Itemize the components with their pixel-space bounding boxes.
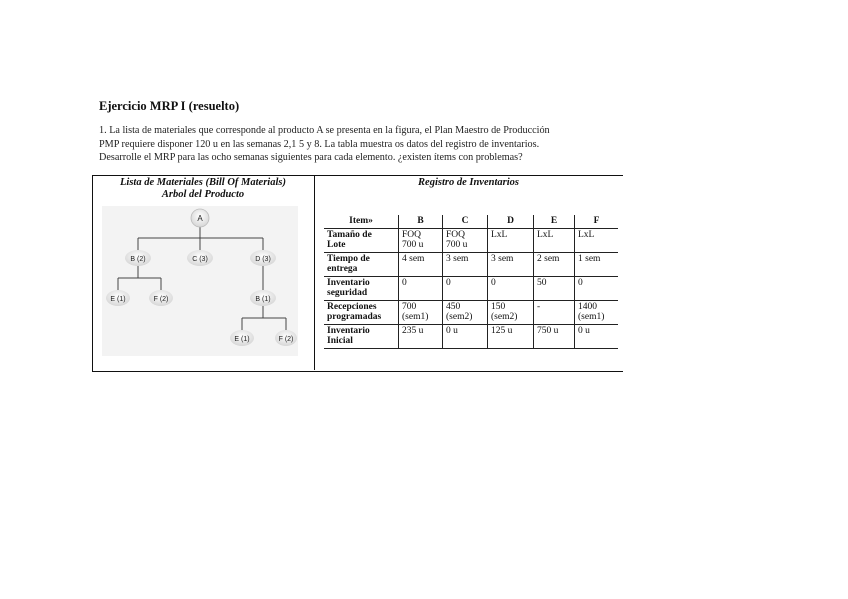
bom-heading — [92, 177, 314, 201]
table-cell — [443, 228, 488, 252]
header-c: C — [443, 215, 488, 228]
cell-line: (sem1) — [578, 312, 605, 322]
row-label-safety-stock — [324, 276, 399, 300]
table-cell — [534, 276, 575, 300]
header-f: F — [575, 215, 619, 228]
tree-node-b2 — [125, 250, 151, 266]
table-cell — [488, 324, 534, 348]
cell-line: 450 — [446, 301, 461, 312]
row-label-line: Recepciones — [327, 301, 377, 312]
tree-node-f2-left — [149, 290, 173, 306]
product-tree — [102, 206, 298, 356]
tree-node-e1-left — [106, 290, 130, 306]
table-cell — [488, 228, 534, 252]
cell-line: 0 — [491, 277, 496, 288]
cell-line: LxL — [578, 229, 595, 240]
table-cell — [575, 276, 619, 300]
table-cell — [534, 252, 575, 276]
tree-node-c3-label: C (3) — [192, 256, 208, 263]
row-label-line: Tiempo de — [327, 253, 370, 264]
tree-node-d3-label: D (3) — [255, 256, 271, 263]
row-label-lead-time — [324, 252, 399, 276]
row-label-line: Lote — [327, 240, 346, 250]
tree-node-a — [191, 209, 209, 227]
row-label-line: Tamaño de — [327, 229, 372, 240]
inventory-header-row — [324, 215, 618, 228]
cell-line: 4 sem — [402, 253, 425, 264]
tree-node-a-label: A — [197, 214, 203, 223]
row-label-line: seguridad — [327, 288, 368, 298]
tree-node-b2-label: B (2) — [130, 256, 146, 263]
tree-node-b1-label: B (1) — [255, 296, 271, 303]
table-row — [324, 252, 618, 276]
cell-line: (sem2) — [446, 312, 473, 322]
cell-line: 125 u — [491, 325, 513, 336]
table-row — [324, 300, 618, 324]
row-label-line: Inventario — [327, 325, 370, 336]
tree-node-e1-bottom — [230, 330, 254, 346]
row-label-line: Inventario — [327, 277, 370, 288]
table-cell — [575, 252, 619, 276]
cell-line: 3 sem — [446, 253, 469, 264]
bom-heading-line-2: Arbol del Producto — [161, 189, 245, 200]
product-tree-diagram — [102, 206, 298, 356]
statement-line-2: PMP requiere disponer 120 u en las semanas 2,1 5 y 8. La tabla muestra os datos del registro de inventarios. — [99, 138, 540, 150]
tree-node-b1 — [250, 290, 276, 306]
table-cell — [443, 300, 488, 324]
table-cell — [443, 276, 488, 300]
inventory-heading: Registro de Inventarios — [418, 177, 519, 188]
table-cell — [575, 324, 619, 348]
table-cell — [534, 324, 575, 348]
header-item: Item» — [349, 216, 373, 226]
header-d: D — [488, 215, 534, 228]
header-b: B — [399, 215, 443, 228]
row-label-line: entrega — [327, 264, 358, 274]
table-cell — [399, 228, 443, 252]
cell-line: (sem2) — [491, 312, 518, 322]
cell-line: 0 u — [446, 325, 458, 336]
tree-node-d3 — [250, 250, 276, 266]
row-label-lot-size — [324, 228, 399, 252]
table-cell — [399, 276, 443, 300]
cell-line: 2 sem — [537, 253, 560, 264]
table-cell — [575, 228, 619, 252]
cell-line: 700 u — [402, 240, 424, 250]
table-cell — [488, 300, 534, 324]
cell-line: 1 sem — [578, 253, 601, 264]
cell-line: 750 u — [537, 325, 559, 336]
cell-line: FOQ — [446, 229, 466, 240]
tree-node-e1-bottom-label: E (1) — [234, 336, 250, 343]
cell-line: 0 — [578, 277, 583, 288]
cell-line: - — [537, 301, 541, 312]
table-cell — [534, 228, 575, 252]
inventory-table — [324, 215, 618, 349]
row-label-line: Inicial — [327, 336, 353, 346]
cell-line: 50 — [537, 277, 547, 288]
cell-line: 0 — [446, 277, 451, 288]
tree-node-f2-left-label: F (2) — [153, 296, 169, 303]
cell-line: 235 u — [402, 325, 424, 336]
cell-line: 700 — [402, 301, 417, 312]
tree-connectors — [118, 227, 286, 330]
table-row — [324, 276, 618, 300]
tree-node-f2-bottom-label: F (2) — [278, 336, 294, 343]
cell-line: 0 u — [578, 325, 590, 336]
cell-line: 700 u — [446, 240, 468, 250]
bom-heading-line-1: Lista de Materiales (Bill Of Materials) — [120, 177, 286, 188]
exercise-title: Ejercicio MRP I (resuelto) — [99, 99, 240, 113]
table-row — [324, 228, 618, 252]
row-label-line: programadas — [327, 312, 382, 322]
cell-line: 150 — [491, 301, 506, 312]
statement-line-3: Desarrolle el MRP para las ocho semanas siguientes para cada elemento. ¿existen ítems con problemas? — [99, 152, 523, 163]
table-cell — [488, 252, 534, 276]
row-label-initial-inventory — [324, 324, 399, 348]
tree-node-f2-bottom — [275, 330, 297, 346]
cell-line: 3 sem — [491, 253, 514, 264]
exercise-statement — [99, 124, 659, 165]
table-cell — [399, 300, 443, 324]
cell-line: 1400 — [578, 301, 597, 312]
tree-node-c3 — [187, 250, 213, 266]
figure-divider — [314, 175, 315, 370]
cell-line: (sem1) — [402, 312, 429, 322]
table-cell — [534, 300, 575, 324]
cell-line: 0 — [402, 277, 407, 288]
statement-line-1: 1. La lista de materiales que corresponde al producto A se presenta en la figura, el Plan Maestro de Producción — [99, 125, 550, 136]
cell-line: LxL — [537, 229, 554, 240]
table-cell — [399, 324, 443, 348]
table-cell — [488, 276, 534, 300]
header-e: E — [534, 215, 575, 228]
table-cell — [443, 324, 488, 348]
row-label-scheduled-receipts — [324, 300, 399, 324]
table-row — [324, 324, 618, 348]
cell-line: FOQ — [402, 229, 422, 240]
tree-node-e1-left-label: E (1) — [110, 296, 126, 303]
table-cell — [443, 252, 488, 276]
table-cell — [575, 300, 619, 324]
table-cell — [399, 252, 443, 276]
cell-line: LxL — [491, 229, 508, 240]
